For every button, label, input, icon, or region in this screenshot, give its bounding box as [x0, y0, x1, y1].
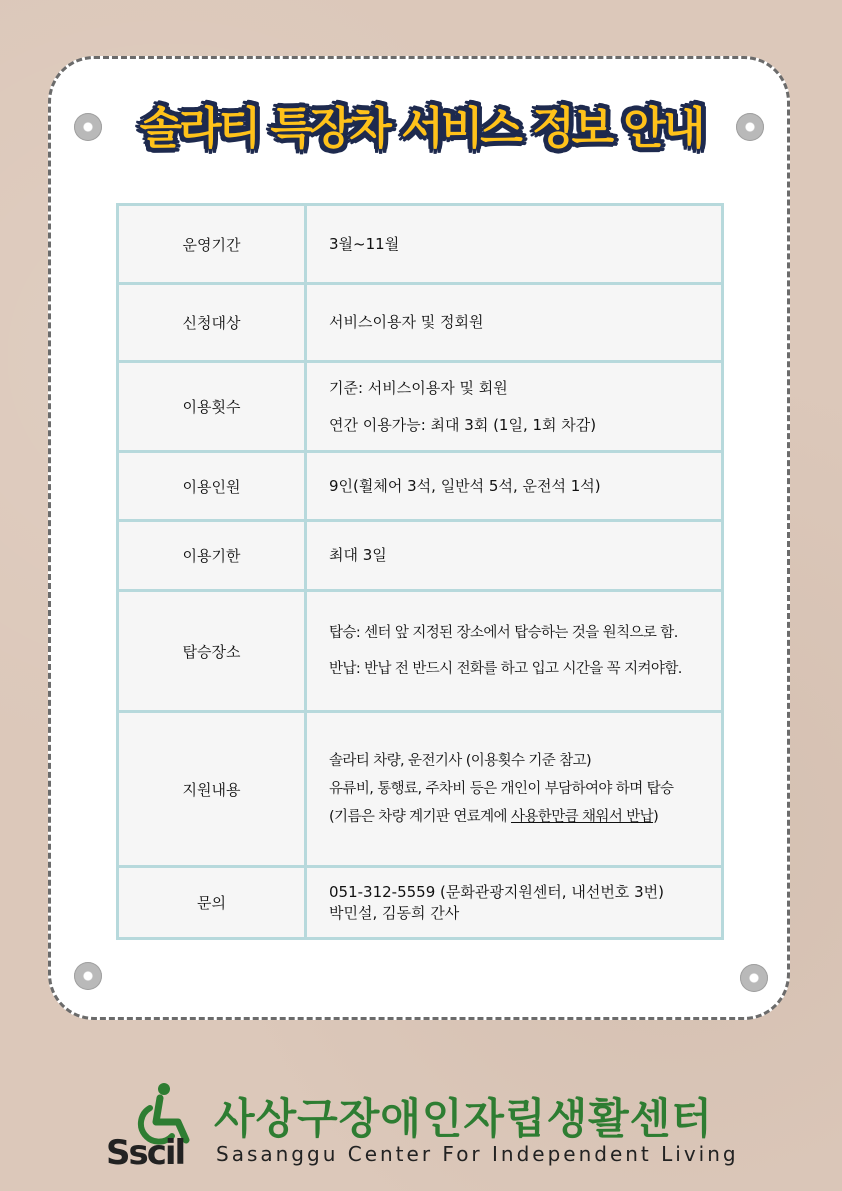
row-label: 이용횟수	[118, 362, 306, 452]
logo-text: Sscil	[106, 1133, 185, 1166]
table-row	[118, 712, 723, 867]
table-row	[118, 362, 723, 452]
row-value	[306, 362, 723, 452]
value-line: 탑승: 센터 앞 지정된 장소에서 탑승하는 것을 원칙으로 함.	[329, 624, 678, 641]
table-row	[118, 521, 723, 591]
value-text: )	[653, 809, 659, 826]
value-line: 서비스이용자 및 정회원	[329, 313, 484, 332]
row-value	[306, 205, 723, 284]
table-row	[118, 452, 723, 521]
row-label: 이용기한	[118, 521, 306, 591]
table-row	[118, 867, 723, 939]
row-value	[306, 521, 723, 591]
table-row	[118, 284, 723, 362]
row-label: 신청대상	[118, 284, 306, 362]
row-label: 이용인원	[118, 452, 306, 521]
row-label: 문의	[118, 867, 306, 939]
row-value	[306, 591, 723, 712]
row-value	[306, 867, 723, 939]
row-label: 운영기간	[118, 205, 306, 284]
wheelchair-logo-icon	[106, 1082, 206, 1166]
value-line: 최대 3일	[329, 546, 387, 565]
info-table	[116, 203, 724, 940]
row-value	[306, 452, 723, 521]
value-line: 유류비, 통행료, 주차비 등은 개인이 부담하여야 하며 탑승	[329, 780, 674, 797]
value-line: 반납: 반납 전 반드시 전화를 하고 입고 시간을 꼭 지켜야함.	[329, 661, 682, 677]
value-line: 051-312-5559 (문화관광지원센터, 내선번호 3번)	[329, 882, 664, 901]
value-line: 솔라티 차량, 운전기사 (이용횟수 기준 참고)	[329, 752, 592, 769]
table-row	[118, 205, 723, 284]
underlined-text: 사용한만큼 채워서 반납	[510, 809, 654, 826]
value-line: 3월~11월	[329, 234, 400, 253]
value-line: 9인(휠체어 3석, 일반석 5석, 운전석 1석)	[329, 476, 601, 495]
row-label: 탑승장소	[118, 591, 306, 712]
value-line: 박민설, 김동희 간사	[329, 903, 460, 922]
value-line: 기준: 서비스이용자 및 회원	[329, 378, 508, 397]
row-value	[306, 712, 723, 867]
footer	[106, 1078, 746, 1170]
pin-bottom-left-icon	[74, 962, 102, 990]
table-row	[118, 591, 723, 712]
value-line: 연간 이용가능: 최대 3회 (1일, 1회 차감)	[329, 415, 597, 434]
page-title: 솔라티 특장차 서비스 정보 안내	[139, 103, 703, 154]
row-label: 지원내용	[118, 712, 306, 867]
pin-bottom-right-icon	[740, 964, 768, 992]
row-value	[306, 284, 723, 362]
org-name-english: Sasanggu Center For Independent Living	[216, 1142, 739, 1166]
value-line	[329, 808, 713, 826]
title-area	[0, 92, 842, 156]
org-name-korean: 사상구장애인자립생활센터	[214, 1094, 713, 1143]
value-text: (기름은 차량 계기판 연료계에	[329, 809, 511, 826]
